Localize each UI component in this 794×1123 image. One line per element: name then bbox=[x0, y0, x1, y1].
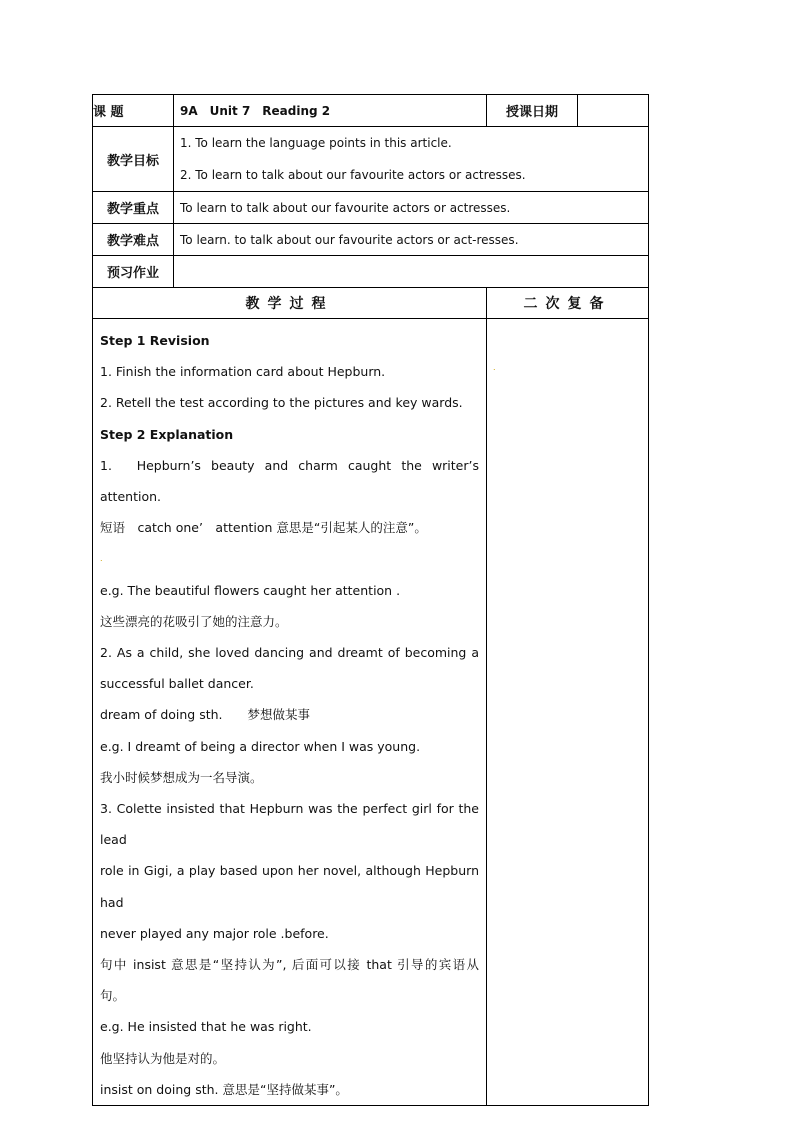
process-header: 教学过程 bbox=[93, 288, 487, 319]
process-line: 句。 bbox=[100, 988, 126, 1004]
process-line: 2. Retell the test according to the pictures and key wards. bbox=[100, 395, 463, 411]
process-line: role in Gigi, a play based upon her novel, although Hepburn had bbox=[100, 863, 479, 910]
goals-row bbox=[93, 127, 649, 192]
process-line: 3. Colette insisted that Hepburn was the perfect girl for the lead bbox=[100, 801, 479, 848]
goals-cell bbox=[174, 127, 649, 192]
process-line: never played any major role .before. bbox=[100, 925, 329, 941]
key-points-value: To learn to talk about our favourite actors or actresses. bbox=[174, 192, 649, 224]
process-line: 短语 catch one’ attention 意思是“引起某人的注意”。 bbox=[100, 520, 427, 536]
step-heading: Step 1 Revision bbox=[100, 333, 210, 348]
difficult-points-value: To learn. to talk about our favourite actors or act-resses. bbox=[174, 224, 649, 256]
goal-item: 1. To learn the language points in this article. bbox=[180, 136, 452, 150]
process-line: successful ballet dancer. bbox=[100, 676, 254, 692]
process-line: 我小时候梦想成为一名导演。 bbox=[100, 769, 263, 785]
date-value bbox=[578, 95, 649, 127]
step-heading: Step 2 Explanation bbox=[100, 426, 234, 442]
process-line: 他坚持认为他是对的。 bbox=[100, 1050, 226, 1066]
review-notes-content bbox=[487, 319, 649, 1106]
process-line: 这些漂亮的花吸引了她的注意力。 bbox=[100, 613, 288, 629]
topic-label: 课 题 bbox=[93, 105, 124, 120]
process-line: e.g. The beautiful flowers caught her attention . bbox=[100, 582, 401, 598]
teaching-process-content bbox=[93, 319, 487, 1106]
review-mark: . bbox=[493, 363, 496, 372]
process-line: e.g. I dreamt of being a director when I was young. bbox=[100, 738, 421, 754]
key-points-row bbox=[93, 192, 649, 224]
preview-row bbox=[93, 256, 649, 288]
preview-value bbox=[174, 256, 649, 288]
content-row bbox=[93, 319, 649, 1106]
preview-label: 预习作业 bbox=[93, 256, 174, 288]
process-line: 2. As a child, she loved dancing and dreamt of becoming a bbox=[100, 645, 479, 661]
topic-row bbox=[93, 95, 649, 127]
process-line: 1. Finish the information card about Hepburn. bbox=[100, 364, 386, 380]
process-line: e.g. He insisted that he was right. bbox=[100, 1019, 312, 1035]
topic-value: 9A Unit 7 Reading 2 bbox=[174, 95, 487, 127]
goal-item: 2. To learn to talk about our favourite actors or actresses. bbox=[180, 168, 526, 182]
date-label: 授课日期 bbox=[487, 95, 578, 127]
review-header: 二次复备 bbox=[487, 288, 649, 319]
topic-label-cell bbox=[93, 95, 174, 127]
process-line: . bbox=[100, 554, 103, 564]
process-line: dream of doing sth. 梦想做某事 bbox=[100, 707, 311, 723]
difficult-points-label: 教学难点 bbox=[93, 224, 174, 256]
difficult-points-row bbox=[93, 224, 649, 256]
lesson-plan-table bbox=[92, 94, 649, 1106]
process-line: 句中 insist 意思是“坚持认为”, 后面可以接 that 引导的宾语从 bbox=[100, 957, 479, 973]
key-points-label: 教学重点 bbox=[93, 192, 174, 224]
column-header-row bbox=[93, 288, 649, 319]
process-line: 1. Hepburn’s beauty and charm caught the writer’s attention. bbox=[100, 457, 479, 505]
process-line: insist on doing sth. 意思是“坚持做某事”。 bbox=[100, 1081, 348, 1097]
goals-label: 教学目标 bbox=[93, 127, 174, 192]
